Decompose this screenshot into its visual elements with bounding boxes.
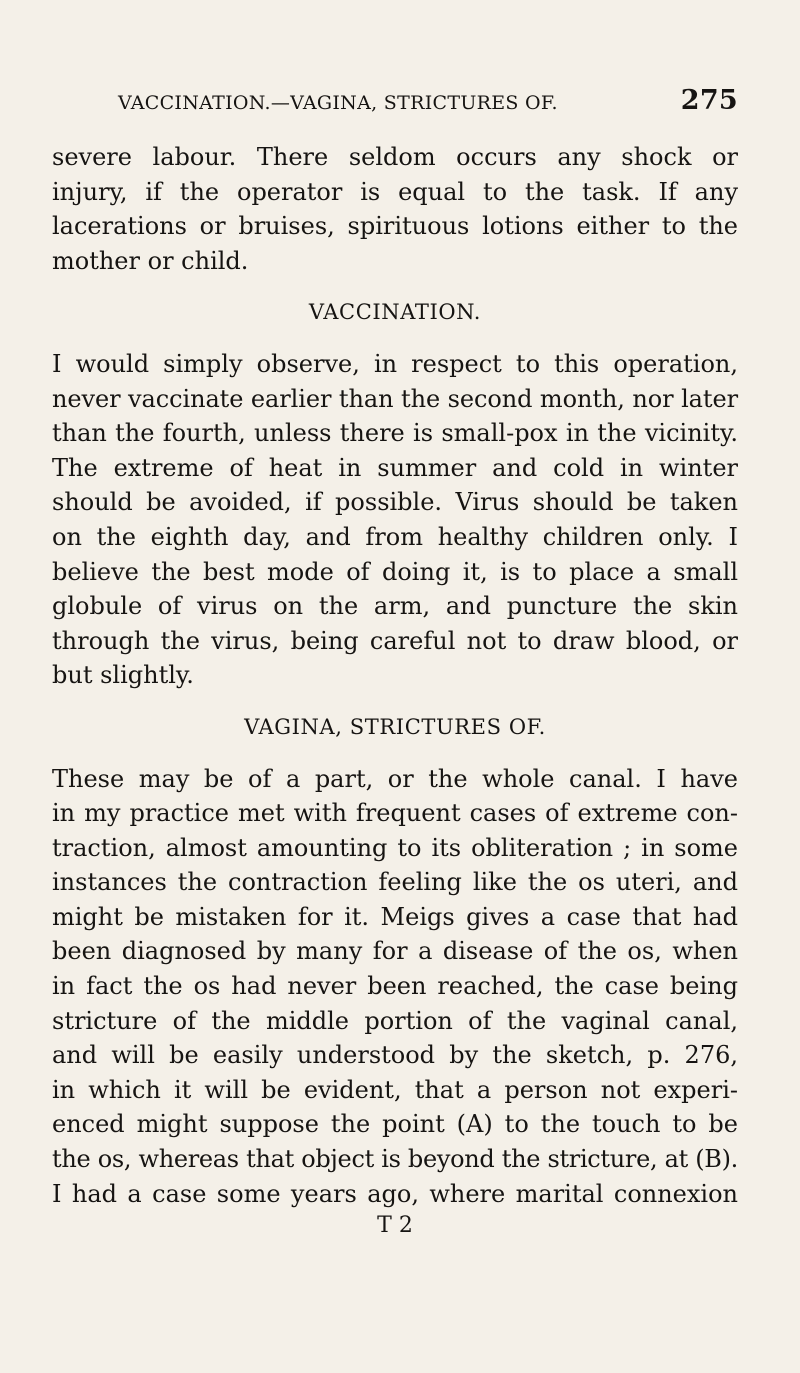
text-line: The extreme of heat in summer and cold in winter (52, 453, 738, 482)
text-line: in which it will be evident, that a person not experi- (52, 1075, 738, 1104)
intro-paragraph (52, 140, 738, 278)
text-line: never vaccinate earlier than the second month, nor later (52, 384, 738, 413)
text-line: globule of virus on the arm, and puncture the skin (52, 592, 738, 621)
text-line: instances the contraction feeling like the os uteri, and (52, 868, 738, 897)
text-line: and will be easily understood by the sketch, p. 276, (52, 1041, 738, 1070)
text-line: in fact the os had never been reached, the case being (52, 972, 738, 1001)
running-head (118, 85, 738, 116)
text-line: through the virus, being careful not to draw blood, or (52, 626, 738, 655)
body-text (52, 140, 738, 1241)
text-line: on the eighth day, and from healthy children only. I (52, 522, 738, 551)
text-line: mother or child. (52, 246, 249, 275)
text-line: These may be of a part, or the whole canal. I have (52, 764, 738, 793)
text-line: believe the best mode of doing it, is to place a small (52, 557, 738, 586)
text-line: the os, whereas that object is beyond the stricture, at (B). (52, 1145, 738, 1174)
section-heading-vaccination: VACCINATION. (308, 300, 482, 325)
text-line: severe labour. There seldom occurs any shock or (52, 143, 738, 171)
text-line: should be avoided, if possible. Virus should be taken (52, 488, 738, 517)
text-line: but slightly. (52, 661, 194, 690)
text-line: been diagnosed by many for a disease of the os, when (52, 937, 738, 966)
section-heading-vagina-strictures: VAGINA, STRICTURES OF. (244, 714, 546, 739)
text-line: stricture of the middle portion of the vaginal canal, (52, 1006, 738, 1035)
running-head-title: VACCINATION.—VAGINA, STRICTURES OF. (118, 92, 558, 114)
text-line: I would simply observe, in respect to this operation, (52, 349, 738, 378)
text-line: lacerations or bruises, spirituous lotions either to the (52, 212, 738, 241)
vaccination-paragraph (52, 347, 738, 693)
text-line: in my practice met with frequent cases of extreme con- (52, 799, 738, 828)
text-line: I had a case some years ago, where marital connexion (52, 1179, 738, 1208)
text-line: injury, if the operator is equal to the task. If any (52, 177, 738, 206)
text-line: might be mistaken for it. Meigs gives a case that had (52, 902, 738, 931)
page-number: 275 (680, 85, 738, 116)
text-line: traction, almost amounting to its obliteration ; in some (52, 833, 738, 862)
text-line: enced might suppose the point (A) to the touch to be (52, 1110, 738, 1139)
signature-mark: T 2 (377, 1213, 413, 1239)
text-line: than the fourth, unless there is small-pox in the vicinity. (52, 419, 738, 448)
vagina-strictures-paragraph (52, 762, 738, 1212)
